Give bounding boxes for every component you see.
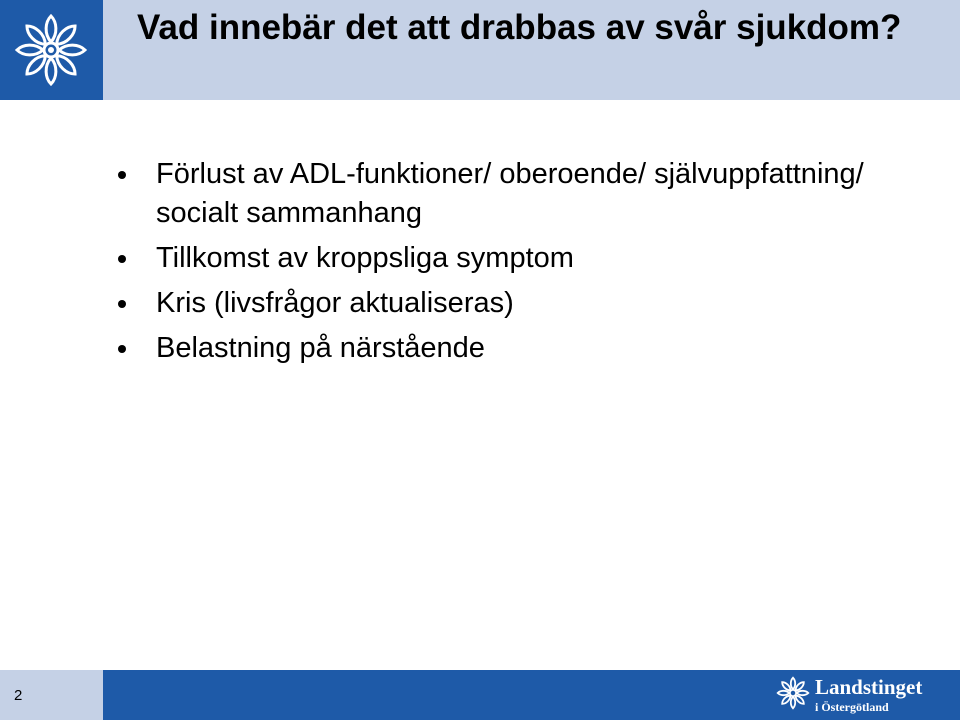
slide-title: Vad innebär det att drabbas av svår sjukdom?	[137, 8, 902, 47]
bullet-text: Förlust av ADL-funktioner/ oberoende/ självuppfattning/ socialt sammanhang	[156, 158, 864, 229]
bullet-item	[118, 329, 918, 368]
bullet-text: Belastning på närstående	[156, 332, 485, 364]
header-logo-box	[0, 0, 103, 100]
bullet-item	[118, 155, 918, 233]
brand-name: Landstinget	[815, 675, 923, 699]
footer-number-box	[0, 670, 103, 720]
footer-band	[103, 670, 960, 720]
flower-emblem-icon	[11, 10, 91, 90]
bullet-item	[118, 284, 918, 323]
flower-emblem-icon	[775, 673, 811, 713]
bullet-dot-icon	[118, 171, 126, 179]
bullet-text: Kris (livsfrågor aktualiseras)	[156, 287, 514, 319]
brand-subtitle: i Östergötland	[815, 700, 889, 714]
page-number: 2	[14, 687, 23, 704]
bullet-list	[118, 155, 918, 374]
bullet-item	[118, 239, 918, 278]
bullet-text: Tillkomst av kroppsliga symptom	[156, 242, 574, 274]
bullet-dot-icon	[118, 345, 126, 353]
bullet-dot-icon	[118, 300, 126, 308]
bullet-dot-icon	[118, 255, 126, 263]
